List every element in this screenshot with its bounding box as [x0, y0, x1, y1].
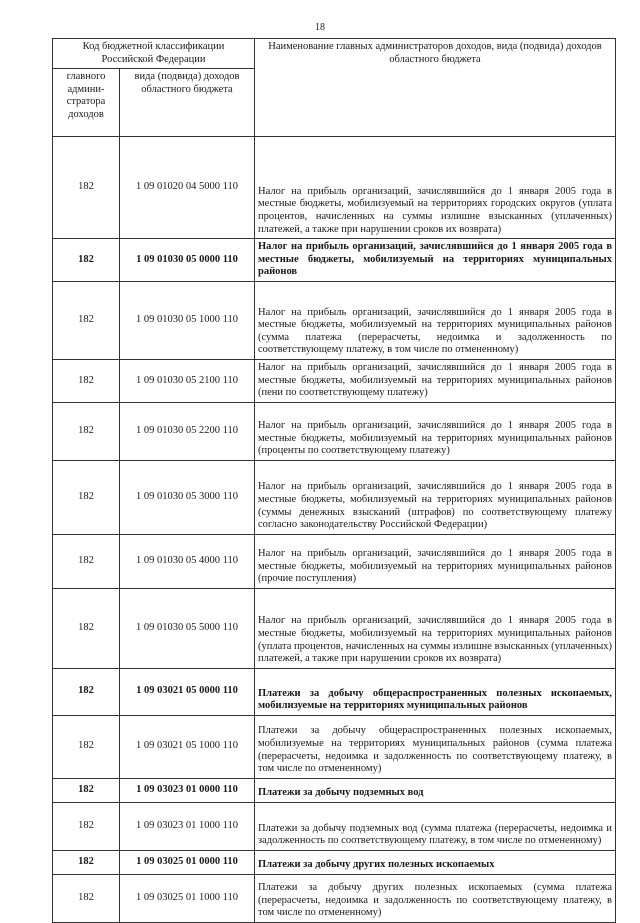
admin-code-cell: 182 — [53, 239, 120, 282]
header-main-administrator: главного админи-стратора доходов — [53, 69, 120, 137]
income-name-cell: Налог на прибыль организаций, зачислявшийся до 1 января 2005 года в местные бюджеты, мобилизуемый на территориях муниципальных районов (проценты по соответствующему платежу) — [255, 402, 616, 460]
income-name-cell: Налог на прибыль организаций, зачислявшийся до 1 января 2005 года в местные бюджеты, мобилизуемый на территориях муниципальных районов (уплата процентов, начисленных на суммы излишне взысканных (уплаченных) платежей, а также при нарушении сроков их возврата) — [255, 588, 616, 668]
income-code-cell: 1 09 03021 05 0000 110 — [120, 668, 255, 715]
admin-code-cell: 182 — [53, 137, 120, 239]
table-row — [53, 281, 616, 359]
admin-code-cell: 182 — [53, 588, 120, 668]
income-code-cell: 1 09 01030 05 1000 110 — [120, 281, 255, 359]
header-income-type: вида (подвида) доходов областного бюджета — [120, 69, 255, 137]
table-row — [53, 850, 616, 874]
income-code-cell: 1 09 03023 01 1000 110 — [120, 802, 255, 850]
admin-code-cell: 182 — [53, 668, 120, 715]
table-row — [53, 534, 616, 588]
table-row — [53, 460, 616, 534]
income-code-cell: 1 09 01030 05 2200 110 — [120, 402, 255, 460]
admin-code-cell: 182 — [53, 715, 120, 778]
table-body — [53, 137, 616, 923]
income-code-cell: 1 09 01020 04 5000 110 — [120, 137, 255, 239]
income-code-cell: 1 09 01030 05 2100 110 — [120, 359, 255, 402]
admin-code-cell: 182 — [53, 534, 120, 588]
table-row — [53, 874, 616, 922]
admin-code-cell: 182 — [53, 874, 120, 922]
income-name-cell: Налог на прибыль организаций, зачислявшийся до 1 января 2005 года в местные бюджеты, мобилизуемый на территориях муниципальных районов (сумма платежа (перерасчеты, недоимка и задолженность по соответствующему платежу, в том числе по отмененному) — [255, 281, 616, 359]
income-name-cell: Платежи за добычу общераспространенных полезных ископаемых, мобилизуемые на территориях муниципальных районов — [255, 668, 616, 715]
header-classification-code: Код бюджетной классификации Российской Федерации — [53, 39, 255, 69]
income-code-cell: 1 09 03025 01 1000 110 — [120, 874, 255, 922]
income-code-cell: 1 09 03023 01 0000 110 — [120, 778, 255, 802]
income-name-cell: Налог на прибыль организаций, зачислявшийся до 1 января 2005 года в местные бюджеты, мобилизуемый на территориях муниципальных районов (суммы денежных взысканий (штрафов) по соответствующему платежу согласно законодательству Российской Федерации) — [255, 460, 616, 534]
header-name: Наименование главных администраторов доходов, вида (подвида) доходов областного бюджета — [255, 39, 616, 137]
income-name-cell: Налог на прибыль организаций, зачислявшийся до 1 января 2005 года в местные бюджеты, мобилизуемый на территориях городских округов (уплата процентов, начисленных на суммы излишне взысканных (уплаченных) платежей, а также при нарушении сроков их возврата) — [255, 137, 616, 239]
admin-code-cell: 182 — [53, 359, 120, 402]
admin-code-cell: 182 — [53, 850, 120, 874]
budget-classification-table — [52, 38, 616, 923]
income-name-cell: Налог на прибыль организаций, зачислявшийся до 1 января 2005 года в местные бюджеты, мобилизуемый на территориях муниципальных районов (прочие поступления) — [255, 534, 616, 588]
income-code-cell: 1 09 01030 05 5000 110 — [120, 588, 255, 668]
income-name-cell: Налог на прибыль организаций, зачислявшийся до 1 января 2005 года в местные бюджеты, мобилизуемый на территориях муниципальных районов (пени по соответствующему платежу) — [255, 359, 616, 402]
admin-code-cell: 182 — [53, 778, 120, 802]
admin-code-cell: 182 — [53, 460, 120, 534]
table-row — [53, 239, 616, 282]
table-row — [53, 668, 616, 715]
table-row — [53, 359, 616, 402]
table-row — [53, 778, 616, 802]
income-name-cell: Платежи за добычу других полезных ископаемых — [255, 850, 616, 874]
header-row-top — [53, 39, 616, 69]
table-row — [53, 588, 616, 668]
income-name-cell: Платежи за добычу общераспространенных полезных ископаемых, мобилизуемые на территориях муниципальных районов (сумма платежа (перерасчеты, недоимка и задолженность по соответствующему платежу, в том числе по отмененному) — [255, 715, 616, 778]
income-name-cell: Платежи за добычу других полезных ископаемых (сумма платежа (перерасчеты, недоимка и задолженность по соответствующему платежу, в том числе по отмененному) — [255, 874, 616, 922]
admin-code-cell: 182 — [53, 281, 120, 359]
income-code-cell: 1 09 03021 05 1000 110 — [120, 715, 255, 778]
table-row — [53, 715, 616, 778]
income-code-cell: 1 09 01030 05 0000 110 — [120, 239, 255, 282]
income-code-cell: 1 09 03025 01 0000 110 — [120, 850, 255, 874]
income-code-cell: 1 09 01030 05 3000 110 — [120, 460, 255, 534]
table-row — [53, 137, 616, 239]
table-row — [53, 802, 616, 850]
table-row — [53, 402, 616, 460]
income-name-cell: Платежи за добычу подземных вод — [255, 778, 616, 802]
income-name-cell: Платежи за добычу подземных вод (сумма платежа (перерасчеты, недоимка и задолженность по соответствующему платежу, в том числе по отмененному) — [255, 802, 616, 850]
admin-code-cell: 182 — [53, 402, 120, 460]
admin-code-cell: 182 — [53, 802, 120, 850]
income-code-cell: 1 09 01030 05 4000 110 — [120, 534, 255, 588]
income-name-cell: Налог на прибыль организаций, зачислявшийся до 1 января 2005 года в местные бюджеты, мобилизуемый на территориях муниципальных районов — [255, 239, 616, 282]
page-number: 18 — [315, 22, 325, 33]
